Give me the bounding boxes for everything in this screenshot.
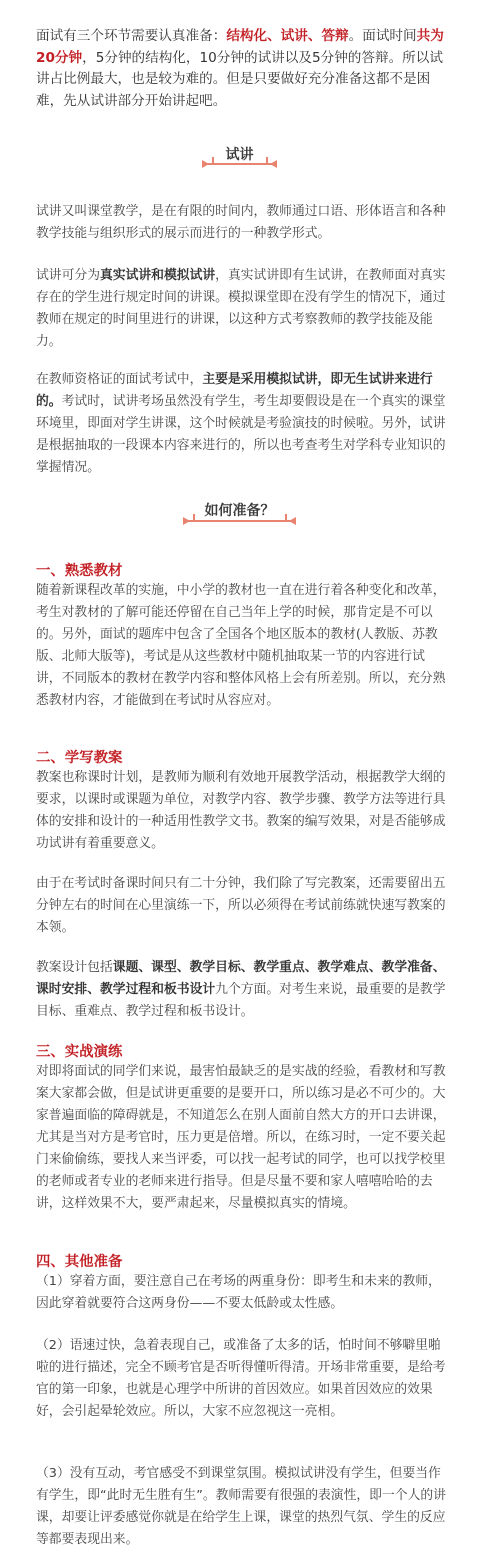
- paragraph-interaction: （3）没有互动，考官感受不到课堂氛围。模拟试讲没有学生，但要当作有学生，即“此时无生胜有生”。教师需要有很强的表演性，即一个人的讲课，却要让评委感觉你就是在给学生上课，课堂的热烈气氛、学生的反应等都要表现出来。: [36, 1466, 446, 1547]
- types-text-2: ，真实试讲即有生试讲，在教师面对真实存在的学生进行规定时间的讲课。模拟课堂即在没有学生的情况下，通过教师在规定的时间里进行的讲课，以这种方式考察教师的教学技能及能力。: [36, 268, 446, 349]
- components-bold: 课题、课型、教学目标、教学重点、教学难点、教学准备、课时安排、教学过程和板书设计: [36, 960, 446, 997]
- paragraph-attire: （1）穿着方面，要注意自己在考场的两重身份：即考生和未来的教师，因此穿着就要符合这两身份——不要太低龄或太性感。: [36, 1274, 441, 1311]
- heading-underline: [207, 163, 275, 165]
- ornament-left-arrow-icon: [202, 160, 209, 168]
- intro-paragraph: [36, 26, 446, 112]
- types-text-1: 试讲可分为: [36, 268, 100, 283]
- ornament-left-arrow-icon: [183, 517, 190, 525]
- section-heading-trial-lecture: [0, 144, 479, 174]
- exam-text-2: 考试时，试讲考场虽然没有学生，考生却要假设是在一个真实的课堂环境里，即面对学生讲课，这个时候就是考验演技的时候啦。另外，试讲是根据抽取的一段课本内容来进行的，所以也考查考生对学科专业知识的掌握情况。: [36, 394, 446, 475]
- paragraph-lesson-plan-timing: 由于在考试时备课时间只有二十分钟，我们除了写完教案，还需要留出五分钟左右的时间在心里演练一下，所以必须得在考试前练就快速写教案的本领。: [36, 876, 446, 935]
- intro-text-2: 。面试时间: [348, 28, 417, 44]
- ornament-tick-right-icon: [266, 157, 268, 164]
- paragraph-textbook: 随着新课程改革的实施，中小学的教材也一直在进行着各种变化和改革，考生对教材的了解可能还停留在自己当年上学的时候，那肯定是不可以的。另外，面试的题库中包含了全国各个地区版本的教材(人教版、苏教版、北师大版等)，考试是从这些教材中随机抽取某一节的内容进行试讲，不同版本的教材在教学内容和整体风格上会有所差别。所以，充分熟悉教材内容，才能做到在考试时从容应对。: [36, 583, 446, 708]
- intro-highlight-1: 结构化、试讲、答辩: [226, 28, 349, 44]
- heading-title: 试讲: [225, 147, 254, 163]
- heading-underline: [188, 520, 294, 522]
- intro-highlight-2: 共为20分钟: [36, 28, 444, 66]
- intro-text-3: ，5分钟的结构化，10分钟的试讲以及5分钟的答辩。所以试讲占比例最大，也是较为难的。但是只要做好充分准备这都不是困难，先从试讲部分开始讲起吧。: [36, 49, 443, 109]
- exam-bold: 主要是采用模拟试讲，即无生试讲来进行的。: [36, 372, 433, 409]
- intro-text-1: 面试有三个环节需要认真准备：: [36, 28, 227, 44]
- section-title-practice: 三、实战演练: [36, 1044, 123, 1060]
- section-title-other-preparation: 四、其他准备: [36, 1254, 123, 1270]
- ornament-tick-left-icon: [193, 514, 195, 521]
- types-bold: 真实试讲和模拟试讲: [99, 268, 216, 283]
- ornament-tick-left-icon: [212, 157, 214, 164]
- heading-title: 如何准备？: [204, 503, 275, 519]
- section-title-textbook: 一、熟悉教材: [36, 563, 123, 579]
- exam-text-1: 在教师资格证的面试考试中，: [36, 372, 203, 387]
- paragraph-lesson-plan-definition: 教案也称课时计划，是教师为顺利有效地开展教学活动，根据教学大纲的要求，以课时或课题为单位，对教学内容、教学步骤、教学方法等进行具体的安排和设计的一种适用性教学文书。教案的编写效果，对是否能够成功试讲有着重要意义。: [36, 770, 446, 851]
- paragraph-speech-speed: （2）语速过快，急着表现自己，或准备了太多的话，怕时间不够噼里啪啦的进行描述，完全不顾考官是否听得懂听得清。开场非常重要，是给考官的第一印象，也就是心理学中所讲的首因效应。如果首因效应的效果好，会引起晕轮效应。所以，大家不应忽视这一亮相。: [36, 1338, 446, 1419]
- paragraph-lesson-plan-components: [36, 957, 446, 1023]
- paragraph-types: [36, 265, 446, 353]
- ornament-right-arrow-icon: [270, 160, 277, 168]
- ornament-tick-right-icon: [285, 514, 287, 521]
- section-title-lesson-plan: 二、学写教案: [36, 750, 123, 766]
- components-text-1: 教案设计包括: [36, 960, 113, 975]
- paragraph-exam-format: [36, 369, 446, 479]
- ornament-right-arrow-icon: [289, 517, 296, 525]
- paragraph-definition: 试讲又叫课堂教学，是在有限的时间内，教师通过口语、形体语言和各种教学技能与组织形式的展示而进行的一种教学形式。: [36, 204, 446, 241]
- section-heading-how-to-prepare: [0, 500, 479, 530]
- components-text-2: 九个方面。对考生来说，最重要的是教学目标、重难点、教学过程和板书设计。: [36, 982, 446, 1019]
- paragraph-practice: 对即将面试的同学们来说，最害怕最缺乏的是实战的经验，看教材和写教案大家都会做，但是试讲更重要的是要开口，所以练习是必不可少的。大家普遍面临的障碍就是，不知道怎么在别人面前自然大方的开口去讲课，尤其是当对方是考官时，压力更是倍增。所以，在练习时，一定不要关起门来偷偷练，要找人来当评委，可以找一起考试的同学，也可以找学校里的老师或者专业的老师来进行指导。但是尽量不要和家人嘻嘻哈哈的去讲，这样效果不大，要严肃起来，尽量模拟真实的情境。: [36, 1064, 446, 1211]
